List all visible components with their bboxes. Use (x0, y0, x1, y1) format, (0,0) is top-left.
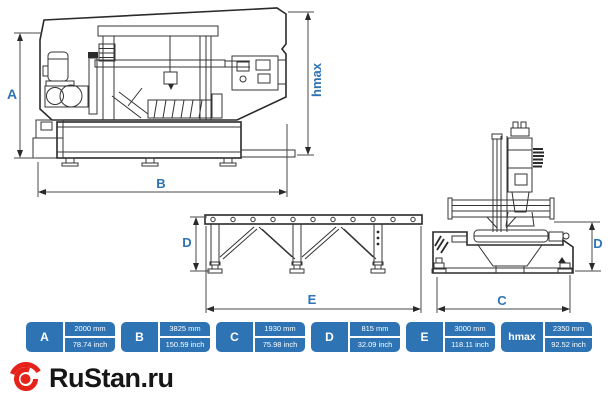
dim-label-d-end: D (593, 236, 603, 251)
table-row (311, 322, 400, 352)
dim-inch: 150.59 inch (165, 340, 205, 349)
hatch-marks-icon (435, 236, 448, 253)
dim-inch: 92.52 inch (551, 340, 586, 349)
dim-mm: 3000 mm (445, 322, 495, 338)
table-leg (371, 224, 385, 273)
dim-mm: 1930 mm (255, 322, 305, 338)
rustan-logo-text: RuStan.ru (49, 362, 174, 393)
dim-label-a: A (6, 86, 18, 102)
rustan-logo-icon (8, 360, 44, 396)
dim-inch: 118.11 inch (451, 340, 489, 349)
dim-label-e: E (307, 292, 317, 307)
motor-icon (43, 52, 74, 86)
end-view-drawing (432, 122, 573, 273)
table-row (216, 322, 305, 352)
dimensions-table (26, 322, 592, 352)
table-row (406, 322, 495, 352)
table-row (501, 322, 592, 352)
dim-key: C (216, 322, 255, 352)
roller-table-drawing (205, 215, 422, 273)
dim-mm: 2000 mm (65, 322, 115, 338)
table-row (121, 322, 210, 352)
dim-key: B (121, 322, 160, 352)
dim-inch: 75.98 inch (262, 340, 298, 349)
dim-label-hmax: hmax (309, 63, 324, 97)
dim-key: hmax (501, 322, 545, 352)
dim-inch: 32.09 inch (357, 340, 393, 349)
dim-key: A (26, 322, 65, 352)
dim-mm: 3825 mm (160, 322, 210, 338)
dim-mm: 815 mm (350, 322, 400, 338)
dim-label-b: B (156, 176, 166, 191)
table-row (26, 322, 115, 352)
dimension-a-lines (14, 33, 42, 158)
rustan-logo (8, 360, 174, 396)
dim-key: D (311, 322, 350, 352)
dim-key: E (406, 322, 445, 352)
dim-label-c: C (497, 293, 507, 308)
motor-fins-icon (533, 149, 544, 167)
table-leg (290, 224, 304, 273)
dim-inch: 78.74 inch (72, 340, 108, 349)
dim-mm: 2350 mm (545, 322, 592, 338)
table-leg (208, 224, 222, 273)
side-view-drawing (33, 8, 295, 166)
dim-label-d-roller: D (182, 235, 192, 250)
